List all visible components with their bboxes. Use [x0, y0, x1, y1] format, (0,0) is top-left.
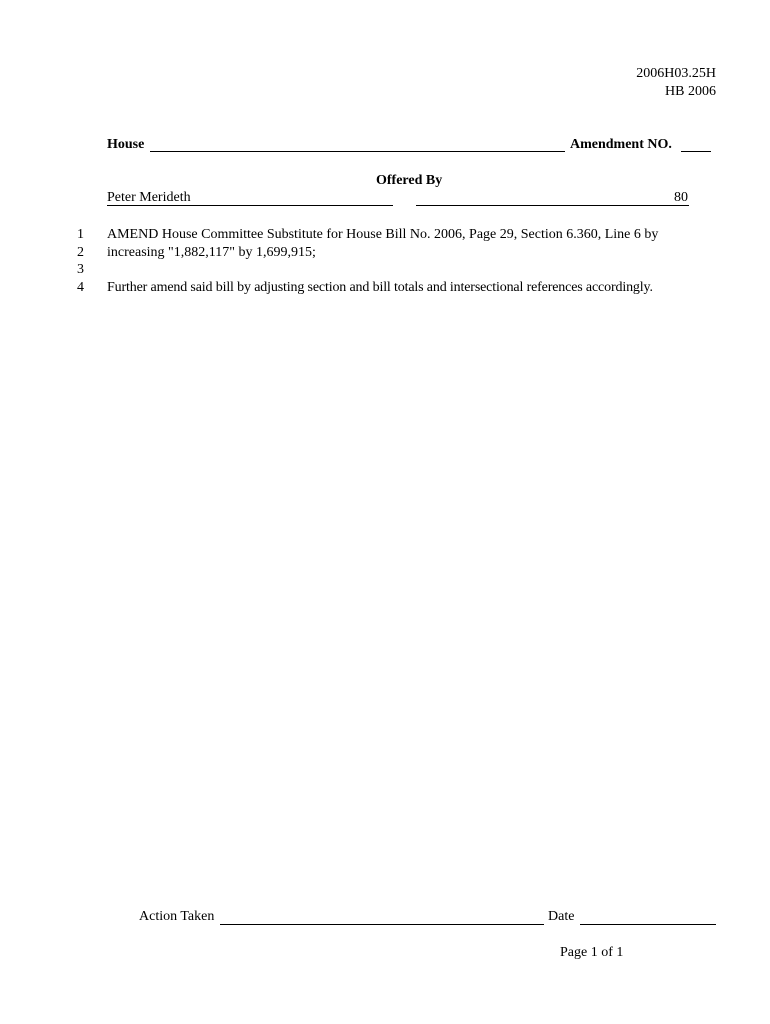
- amendment-text-line: Further amend said bill by adjusting section and bill totals and intersectional references accordingly.: [107, 280, 653, 295]
- document-code: 2006H03.25H: [636, 66, 716, 81]
- amendment-text-line: increasing "1,882,117" by 1,699,915;: [107, 245, 316, 260]
- line-number: 4: [77, 280, 84, 295]
- amendment-number-blank-line: [681, 151, 711, 152]
- house-blank-line: [150, 151, 565, 152]
- action-taken-label: Action Taken: [139, 909, 215, 924]
- sponsor-underline: [107, 205, 393, 206]
- amendment-number-label: Amendment NO.: [570, 137, 672, 152]
- sponsor-name: Peter Merideth: [107, 190, 191, 205]
- date-line: [580, 924, 716, 925]
- house-label: House: [107, 137, 145, 152]
- offered-by-heading: Offered By: [376, 173, 443, 188]
- line-number: 3: [77, 262, 84, 277]
- action-taken-line: [220, 924, 544, 925]
- line-number: 1: [77, 227, 84, 242]
- date-label: Date: [548, 909, 575, 924]
- amendment-text-line: AMEND House Committee Substitute for House Bill No. 2006, Page 29, Section 6.360, Line 6 by: [107, 227, 659, 242]
- district-underline: [416, 205, 689, 206]
- district-number: 80: [674, 190, 688, 205]
- line-number: 2: [77, 245, 84, 260]
- page-indicator: Page 1 of 1: [560, 945, 624, 960]
- bill-number: HB 2006: [665, 84, 716, 99]
